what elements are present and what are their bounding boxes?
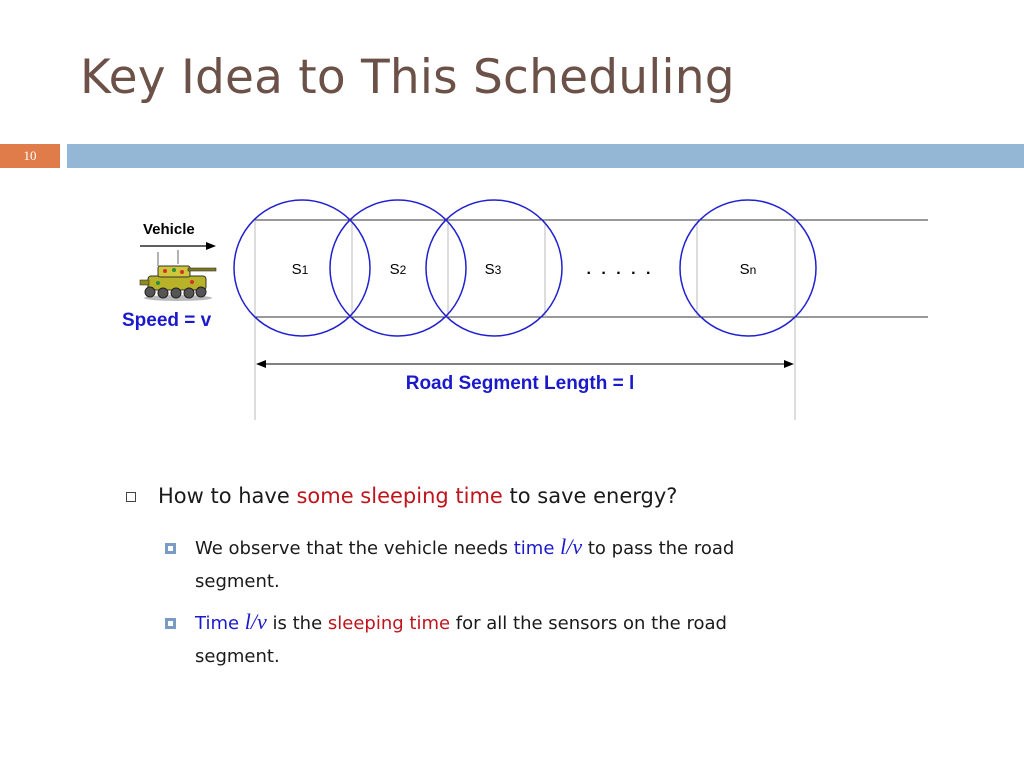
sensor-label-1: S1	[291, 261, 309, 278]
arrowhead-icon	[206, 242, 216, 250]
bullet-sub-1: We observe that the vehicle needs time l/v to pass the road segment.	[195, 534, 735, 592]
slide-number: 10	[0, 144, 60, 168]
bullet-sub-2: Time l/v is the sleeping time for all the sensors on the road segment.	[195, 609, 727, 667]
sensor-label-n: Sn	[739, 261, 757, 278]
vehicle-label: Vehicle	[143, 221, 195, 238]
tank-icon	[140, 250, 216, 301]
speed-label: Speed = v	[122, 310, 212, 331]
ellipsis-dots: . . . . .	[586, 261, 654, 278]
bullet-main: How to have some sleeping time to save energy?	[158, 484, 678, 508]
sensor-label-3: S3	[484, 261, 502, 278]
arrowhead-left-icon	[256, 360, 266, 368]
length-label: Road Segment Length = l	[405, 373, 635, 394]
arrowhead-right-icon	[784, 360, 794, 368]
sensor-label-2: S2	[389, 261, 407, 278]
slide-title: Key Idea to This Scheduling	[80, 50, 735, 105]
